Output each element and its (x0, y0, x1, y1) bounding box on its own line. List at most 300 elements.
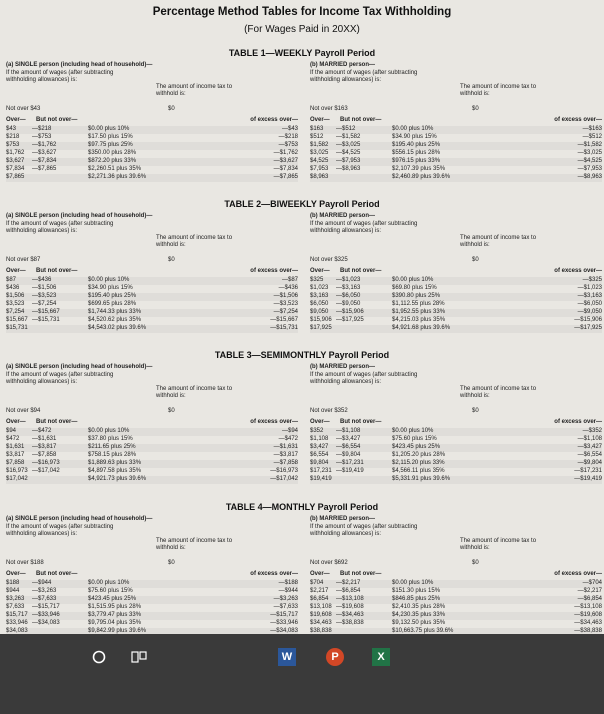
excess-cell: —$7,953 (577, 166, 602, 172)
tax-cell: $4,566.11 plus 35% (392, 468, 445, 474)
tax-cell: $9,842.99 plus 39.6% (88, 628, 147, 634)
not-over-amount: $0 (168, 106, 175, 112)
table-row (310, 134, 602, 142)
tax-cell: $4,520.62 plus 35% (88, 317, 142, 323)
table-row (6, 460, 298, 468)
tax-cell: $195.40 plus 25% (392, 142, 441, 148)
married-person-table (310, 62, 602, 198)
col-over-header: Over— (310, 571, 330, 577)
excess-cell: —$19,608 (574, 612, 602, 618)
tax-cell: $0.00 plus 10% (88, 428, 130, 434)
table-row (310, 325, 602, 333)
excess-cell: —$7,834 (273, 166, 298, 172)
over-cell: $15,717 (6, 612, 28, 618)
excess-cell: —$16,973 (270, 468, 298, 474)
tax-cell: $34.90 plus 15% (88, 285, 133, 291)
but-not-over-cell: —$8,963 (336, 166, 361, 172)
not-over-amount: $0 (472, 408, 479, 414)
table-row (310, 468, 602, 476)
excess-cell: —$1,506 (273, 293, 298, 299)
over-cell: $15,731 (6, 325, 28, 331)
tax-cell: $75.60 plus 15% (88, 588, 133, 594)
over-cell: $33,946 (6, 620, 28, 626)
col-excess-header: of excess over— (554, 117, 602, 123)
tax-cell: $211.65 plus 25% (88, 444, 136, 450)
col-over-header: Over— (6, 571, 26, 577)
tax-cell: $10,663.75 plus 39.6% (392, 628, 454, 634)
not-over-threshold: Not over $43 (6, 106, 41, 112)
col-excess-header: of excess over— (554, 268, 602, 274)
but-not-over-cell: —$512 (336, 126, 356, 132)
tax-cell: $17.50 plus 15% (88, 134, 133, 140)
table-row (6, 476, 298, 484)
excess-cell: —$218 (278, 134, 298, 140)
col-but-not-over-header: But not over— (340, 419, 382, 425)
col-over-header: Over— (6, 117, 26, 123)
tax-cell: $9,795.04 plus 35% (88, 620, 142, 626)
column-header-row (6, 419, 298, 427)
over-cell: $1,108 (310, 436, 329, 442)
col-but-not-over-header: But not over— (36, 268, 78, 274)
excess-cell: —$6,554 (577, 452, 602, 458)
task-view-icon[interactable] (130, 648, 148, 666)
over-cell: $19,419 (310, 476, 332, 482)
tax-cell: $0.00 plus 10% (88, 580, 130, 586)
not-over-amount: $0 (472, 560, 479, 566)
table-row (310, 428, 602, 436)
excess-cell: —$944 (278, 588, 298, 594)
over-cell: $6,050 (310, 301, 329, 307)
married-person-table (310, 516, 602, 634)
column-header-row (6, 571, 298, 579)
excess-cell: —$17,925 (574, 325, 602, 331)
excess-cell: —$2,217 (577, 588, 602, 594)
but-not-over-cell: —$15,717 (32, 604, 60, 610)
but-not-over-cell: —$3,817 (32, 444, 57, 450)
table-row (310, 604, 602, 612)
over-cell: $3,817 (6, 452, 25, 458)
tax-cell: $699.65 plus 28% (88, 301, 137, 307)
but-not-over-cell: —$1,762 (32, 142, 57, 148)
married-person-table (310, 213, 602, 349)
tax-cell: $4,543.02 plus 39.6% (88, 325, 147, 331)
over-cell: $472 (6, 436, 20, 442)
person-heading: (b) MARRIED person— (310, 516, 375, 522)
table-row (6, 150, 298, 158)
excess-cell: —$34,463 (574, 620, 602, 626)
table-row (6, 309, 298, 317)
column-header-row (310, 419, 602, 427)
tax-cell: $1,952.55 plus 33% (392, 309, 446, 315)
table-row (310, 285, 602, 293)
tax-cell: $423.45 plus 25% (392, 444, 441, 450)
column-header-row (310, 117, 602, 125)
tax-cell: $75.60 plus 15% (392, 436, 437, 442)
wage-condition-text: If the amount of wages (after subtracting withholding allowances) is: (6, 221, 114, 235)
excess-cell: —$3,627 (273, 158, 298, 164)
withhold-amount-label: The amount of income tax to withhold is: (460, 538, 537, 552)
excess-cell: —$3,427 (577, 444, 602, 450)
over-cell: $13,108 (310, 604, 332, 610)
table-row (6, 325, 298, 333)
tax-cell: $423.45 plus 25% (88, 596, 137, 602)
over-cell: $3,523 (6, 301, 25, 307)
col-but-not-over-header: But not over— (340, 268, 382, 274)
person-heading: (b) MARRIED person— (310, 213, 375, 219)
excess-cell: —$6,854 (577, 596, 602, 602)
excess-cell: —$13,108 (574, 604, 602, 610)
person-heading: (a) SINGLE person (including head of household)— (6, 364, 153, 370)
cortana-circle-icon[interactable] (90, 648, 108, 666)
table-row (6, 588, 298, 596)
tax-cell: $0.00 plus 10% (88, 277, 130, 283)
column-header-row (6, 268, 298, 276)
over-cell: $753 (6, 142, 20, 148)
but-not-over-cell: —$3,627 (32, 150, 57, 156)
bracket-rows (6, 580, 298, 634)
excess-cell: —$1,582 (577, 142, 602, 148)
person-heading: (b) MARRIED person— (310, 364, 375, 370)
but-not-over-cell: —$2,217 (336, 580, 361, 586)
table-row (6, 436, 298, 444)
tax-cell: $1,744.33 plus 33% (88, 309, 142, 315)
tax-cell: $846.85 plus 25% (392, 596, 441, 602)
excess-cell: —$325 (582, 277, 602, 283)
table-row (310, 476, 602, 484)
not-over-amount: $0 (472, 257, 479, 263)
but-not-over-cell: —$753 (32, 134, 52, 140)
col-but-not-over-header: But not over— (36, 571, 78, 577)
but-not-over-cell: —$17,925 (336, 317, 364, 323)
powerpoint-app-icon[interactable]: P (326, 648, 344, 666)
over-cell: $1,023 (310, 285, 329, 291)
over-cell: $352 (310, 428, 324, 434)
excess-cell: —$9,804 (577, 460, 602, 466)
table-row (6, 596, 298, 604)
not-over-threshold: Not over $87 (6, 257, 41, 263)
tax-cell: $1,889.63 plus 33% (88, 460, 142, 466)
but-not-over-cell: —$4,525 (336, 150, 361, 156)
bracket-rows (310, 580, 602, 634)
but-not-over-cell: —$33,946 (32, 612, 60, 618)
table-row (6, 452, 298, 460)
tax-cell: $2,260.51 plus 35% (88, 166, 142, 172)
but-not-over-cell: —$6,554 (336, 444, 361, 450)
tax-cell: $350.00 plus 28% (88, 150, 137, 156)
withhold-amount-label: The amount of income tax to withhold is: (460, 386, 537, 400)
taskbar (0, 634, 604, 714)
over-cell: $1,762 (6, 150, 25, 156)
bracket-rows (6, 126, 298, 182)
tax-cell: $2,271.36 plus 39.6% (88, 174, 147, 180)
table-row (310, 436, 602, 444)
excess-cell: —$4,525 (577, 158, 602, 164)
table-row (310, 309, 602, 317)
over-cell: $15,906 (310, 317, 332, 323)
col-over-header: Over— (310, 117, 330, 123)
tax-cell: $0.00 plus 10% (392, 580, 434, 586)
over-cell: $3,263 (6, 596, 25, 602)
over-cell: $9,050 (310, 309, 329, 315)
person-heading: (a) SINGLE person (including head of household)— (6, 62, 153, 68)
col-but-not-over-header: But not over— (36, 419, 78, 425)
but-not-over-cell: —$3,163 (336, 285, 361, 291)
col-but-not-over-header: But not over— (340, 117, 382, 123)
table-row (6, 277, 298, 285)
over-cell: $7,858 (6, 460, 25, 466)
over-cell: $17,925 (310, 325, 332, 331)
table-row (310, 126, 602, 134)
wage-condition-text: If the amount of wages (after subtracting withholding allowances) is: (6, 372, 114, 386)
bracket-rows (6, 428, 298, 484)
table-row (6, 126, 298, 134)
over-cell: $4,525 (310, 158, 329, 164)
excess-cell: —$1,023 (577, 285, 602, 291)
excess-cell: —$1,762 (273, 150, 298, 156)
table-title: TABLE 2—BIWEEKLY Payroll Period (224, 199, 380, 209)
excess-cell: —$352 (582, 428, 602, 434)
over-cell: $704 (310, 580, 324, 586)
tax-cell: $4,921.68 plus 39.6% (392, 325, 451, 331)
over-cell: $94 (6, 428, 17, 434)
excess-cell: —$34,083 (270, 628, 298, 634)
table-row (6, 612, 298, 620)
excess-cell: —$3,817 (273, 452, 298, 458)
but-not-over-cell: —$13,108 (336, 596, 364, 602)
excess-cell: —$7,254 (273, 309, 298, 315)
col-excess-header: of excess over— (250, 268, 298, 274)
but-not-over-cell: —$19,419 (336, 468, 364, 474)
col-but-not-over-header: But not over— (340, 571, 382, 577)
table-row (6, 158, 298, 166)
table-row (310, 158, 602, 166)
over-cell: $8,963 (310, 174, 329, 180)
wage-condition-text: If the amount of wages (after subtracting withholding allowances) is: (310, 372, 418, 386)
table-row (6, 134, 298, 142)
over-cell: $218 (6, 134, 20, 140)
tax-cell: $151.30 plus 15% (392, 588, 441, 594)
married-person-table (310, 364, 602, 500)
but-not-over-cell: —$218 (32, 126, 52, 132)
but-not-over-cell: —$1,631 (32, 436, 57, 442)
but-not-over-cell: —$3,427 (336, 436, 361, 442)
over-cell: $43 (6, 126, 17, 132)
tax-cell: $0.00 plus 10% (88, 126, 130, 132)
table-row (6, 468, 298, 476)
table-row (6, 620, 298, 628)
tax-cell: $34.90 plus 15% (392, 134, 437, 140)
but-not-over-cell: —$7,865 (32, 166, 57, 172)
but-not-over-cell: —$7,858 (32, 452, 57, 458)
excess-cell: —$33,946 (270, 620, 298, 626)
excess-cell: —$15,731 (270, 325, 298, 331)
bracket-rows (6, 277, 298, 333)
over-cell: $9,804 (310, 460, 329, 466)
table-title: TABLE 3—SEMIMONTHLY Payroll Period (214, 350, 390, 360)
tax-cell: $758.15 plus 28% (88, 452, 137, 458)
tax-cell: $5,331.91 plus 39.6% (392, 476, 451, 482)
table-row (310, 588, 602, 596)
over-cell: $19,608 (310, 612, 332, 618)
table-row (6, 285, 298, 293)
table-row (310, 620, 602, 628)
not-over-threshold: Not over $163 (310, 106, 348, 112)
but-not-over-cell: —$15,906 (336, 309, 364, 315)
tax-cell: $976.15 plus 33% (392, 158, 441, 164)
excess-cell: —$436 (278, 285, 298, 291)
column-header-row (310, 571, 602, 579)
over-cell: $944 (6, 588, 20, 594)
excess-cell: —$17,231 (574, 468, 602, 474)
excess-cell: —$8,963 (577, 174, 602, 180)
table-row (310, 444, 602, 452)
wage-condition-text: If the amount of wages (after subtracting withholding allowances) is: (310, 70, 418, 84)
not-over-threshold: Not over $188 (6, 560, 44, 566)
but-not-over-cell: —$16,973 (32, 460, 60, 466)
not-over-amount: $0 (168, 257, 175, 263)
excess-cell: —$3,523 (273, 301, 298, 307)
but-not-over-cell: —$6,854 (336, 588, 361, 594)
but-not-over-cell: —$1,023 (336, 277, 361, 283)
tax-cell: $97.75 plus 25% (88, 142, 133, 148)
excess-cell: —$753 (278, 142, 298, 148)
not-over-threshold: Not over $94 (6, 408, 41, 414)
column-header-row (6, 117, 298, 125)
table-row (6, 293, 298, 301)
table-title: TABLE 1—WEEKLY Payroll Period (228, 48, 376, 58)
col-over-header: Over— (310, 419, 330, 425)
but-not-over-cell: —$6,050 (336, 293, 361, 299)
excess-cell: —$94 (281, 428, 298, 434)
tax-cell: $37.80 plus 15% (88, 436, 133, 442)
person-heading: (a) SINGLE person (including head of household)— (6, 516, 153, 522)
table-row (6, 604, 298, 612)
table-row (6, 317, 298, 325)
excess-cell: —$163 (582, 126, 602, 132)
not-over-amount: $0 (168, 560, 175, 566)
excess-cell: —$3,263 (273, 596, 298, 602)
excess-cell: —$188 (278, 580, 298, 586)
excess-cell: —$15,717 (270, 612, 298, 618)
payroll-table-4 (0, 502, 604, 634)
excel-app-icon[interactable]: X (372, 648, 390, 666)
col-excess-header: of excess over— (554, 419, 602, 425)
over-cell: $325 (310, 277, 324, 283)
col-excess-header: of excess over— (250, 419, 298, 425)
but-not-over-cell: —$3,263 (32, 588, 57, 594)
excess-cell: —$7,865 (273, 174, 298, 180)
single-person-table (6, 213, 298, 349)
excess-cell: —$512 (582, 134, 602, 140)
tax-cell: $0.00 plus 10% (392, 126, 434, 132)
page-title: Percentage Method Tables for Income Tax Withholding (152, 6, 452, 18)
table-row (6, 166, 298, 174)
over-cell: $3,427 (310, 444, 329, 450)
excess-cell: —$19,419 (574, 476, 602, 482)
but-not-over-cell: —$17,042 (32, 468, 60, 474)
over-cell: $7,865 (6, 174, 25, 180)
over-cell: $512 (310, 134, 324, 140)
not-over-threshold: Not over $325 (310, 257, 348, 263)
excess-cell: —$472 (278, 436, 298, 442)
tax-cell: $9,132.50 plus 35% (392, 620, 446, 626)
but-not-over-cell: —$3,025 (336, 142, 361, 148)
over-cell: $7,953 (310, 166, 329, 172)
but-not-over-cell: —$9,050 (336, 301, 361, 307)
col-excess-header: of excess over— (554, 571, 602, 577)
over-cell: $1,582 (310, 142, 329, 148)
table-row (310, 166, 602, 174)
but-not-over-cell: —$7,953 (336, 158, 361, 164)
excess-cell: —$7,858 (273, 460, 298, 466)
tax-cell: $2,115.20 plus 33% (392, 460, 445, 466)
table-row (310, 301, 602, 309)
single-person-table (6, 364, 298, 500)
tax-cell: $1,205.20 plus 28% (392, 452, 446, 458)
but-not-over-cell: —$17,231 (336, 460, 364, 466)
over-cell: $1,506 (6, 293, 25, 299)
over-cell: $16,973 (6, 468, 28, 474)
over-cell: $6,854 (310, 596, 329, 602)
excess-cell: —$87 (281, 277, 298, 283)
but-not-over-cell: —$7,834 (32, 158, 57, 164)
tax-cell: $4,921.73 plus 39.6% (88, 476, 147, 482)
over-cell: $3,025 (310, 150, 329, 156)
withhold-amount-label: The amount of income tax to withhold is: (156, 84, 233, 98)
excess-cell: —$1,631 (273, 444, 298, 450)
withhold-amount-label: The amount of income tax to withhold is: (460, 235, 537, 249)
payroll-table-1 (0, 48, 604, 198)
table-row (310, 293, 602, 301)
over-cell: $7,254 (6, 309, 25, 315)
excess-cell: —$704 (582, 580, 602, 586)
bracket-rows (310, 277, 602, 333)
tax-cell: $4,897.58 plus 35% (88, 468, 142, 474)
but-not-over-cell: —$34,083 (32, 620, 60, 626)
withhold-amount-label: The amount of income tax to withhold is: (156, 538, 233, 552)
single-person-table (6, 62, 298, 198)
table-row (310, 142, 602, 150)
excess-cell: —$17,042 (270, 476, 298, 482)
table-row (310, 277, 602, 285)
tax-cell: $390.80 plus 25% (392, 293, 441, 299)
table-row (6, 580, 298, 588)
but-not-over-cell: —$9,804 (336, 452, 361, 458)
word-app-icon[interactable]: W (278, 648, 296, 666)
tax-cell: $2,460.89 plus 39.6% (392, 174, 451, 180)
excess-cell: —$6,050 (577, 301, 602, 307)
but-not-over-cell: —$19,608 (336, 604, 364, 610)
over-cell: $6,554 (310, 452, 329, 458)
bracket-rows (310, 428, 602, 484)
over-cell: $1,631 (6, 444, 25, 450)
but-not-over-cell: —$15,731 (32, 317, 60, 323)
over-cell: $2,217 (310, 588, 329, 594)
table-row (6, 428, 298, 436)
withhold-amount-label: The amount of income tax to withhold is: (156, 235, 233, 249)
col-excess-header: of excess over— (250, 571, 298, 577)
but-not-over-cell: —$7,633 (32, 596, 57, 602)
but-not-over-cell: —$15,667 (32, 309, 60, 315)
col-over-header: Over— (6, 268, 26, 274)
but-not-over-cell: —$1,506 (32, 285, 57, 291)
wage-condition-text: If the amount of wages (after subtracting withholding allowances) is: (6, 70, 114, 84)
wage-condition-text: If the amount of wages (after subtracting withholding allowances) is: (310, 221, 418, 235)
over-cell: $15,667 (6, 317, 28, 323)
tax-cell: $556.15 plus 28% (392, 150, 441, 156)
tax-cell: $1,515.95 plus 28% (88, 604, 142, 610)
table-row (6, 142, 298, 150)
